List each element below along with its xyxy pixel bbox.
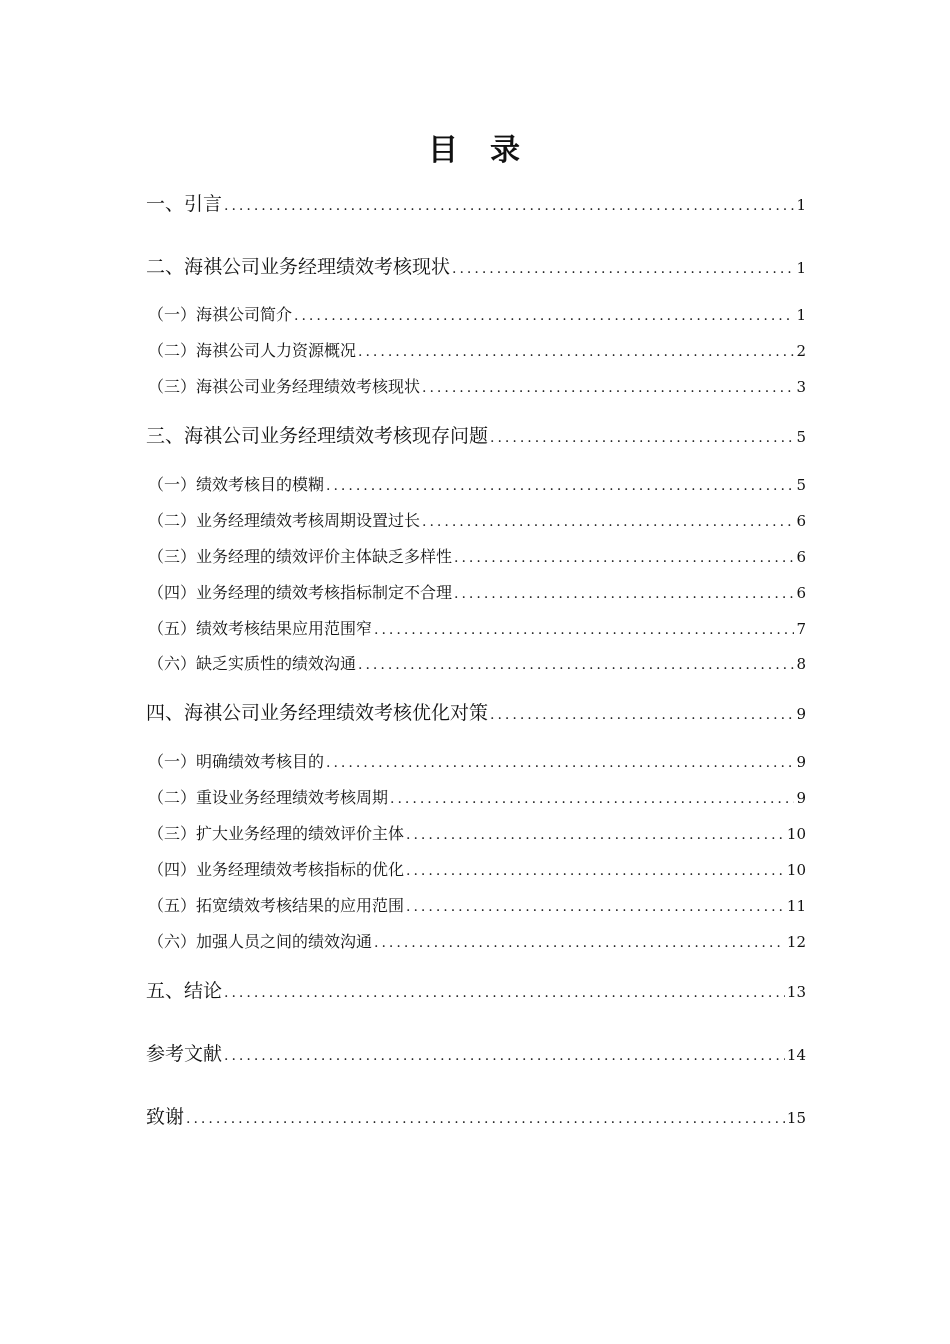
toc-entry-page: 9 — [796, 705, 806, 723]
leader-dots — [454, 550, 794, 566]
toc-entry-label: （一）海祺公司简介 — [148, 305, 293, 324]
toc-entry-page: 8 — [796, 655, 806, 673]
toc-entry-page: 6 — [796, 548, 806, 566]
toc-entry-label: （六）加强人员之间的绩效沟通 — [148, 932, 373, 951]
toc-entry-label: （二）业务经理绩效考核周期设置过长 — [148, 511, 421, 530]
toc-entry-2-2[interactable] — [148, 338, 806, 361]
toc-entry-page: 12 — [786, 933, 806, 951]
toc-entry-label: （一）明确绩效考核目的 — [148, 752, 325, 771]
leader-dots — [454, 586, 794, 602]
toc-entry-page: 3 — [796, 378, 806, 396]
toc-entry-page: 5 — [796, 428, 806, 446]
toc-entry-label: （三）业务经理的绩效评价主体缺乏多样性 — [148, 547, 453, 566]
leader-dots — [452, 261, 794, 277]
toc-entry-label: （二）重设业务经理绩效考核周期 — [148, 788, 389, 807]
leader-dots — [224, 985, 785, 1001]
leader-dots — [186, 1111, 785, 1127]
toc-entry-page: 13 — [786, 983, 806, 1001]
toc-entry-2-1[interactable] — [148, 302, 806, 325]
toc-entry-page: 2 — [796, 342, 806, 360]
toc-entry-page: 6 — [796, 584, 806, 602]
toc-entry-page: 1 — [796, 196, 806, 214]
leader-dots — [406, 899, 785, 915]
toc-entry-3-5[interactable] — [148, 616, 806, 639]
toc-entry-4-2[interactable] — [148, 785, 806, 808]
leader-dots — [326, 755, 794, 771]
toc-entry-page: 9 — [796, 753, 806, 771]
toc-entry-label: （三）海祺公司业务经理绩效考核现状 — [148, 377, 421, 396]
toc-entry-4[interactable] — [146, 698, 806, 725]
toc-entry-3-4[interactable] — [148, 580, 806, 603]
toc-entry-page: 10 — [786, 825, 806, 843]
toc-entry-3[interactable] — [146, 421, 806, 448]
toc-entry-1[interactable] — [146, 189, 806, 216]
toc-entry-3-2[interactable] — [148, 508, 806, 531]
toc-entry-page: 5 — [796, 476, 806, 494]
toc-entry-page: 9 — [796, 789, 806, 807]
toc-entry-page: 15 — [786, 1109, 806, 1127]
toc-entry-4-1[interactable] — [148, 749, 806, 772]
toc-entry-label: （四）业务经理绩效考核指标的优化 — [148, 860, 405, 879]
toc-entry-2-3[interactable] — [148, 374, 806, 397]
toc-entry-2[interactable] — [146, 252, 806, 279]
leader-dots — [224, 198, 794, 214]
toc-entry-page: 7 — [796, 620, 806, 638]
toc-entry-label: （四）业务经理的绩效考核指标制定不合理 — [148, 583, 453, 602]
leader-dots — [326, 478, 794, 494]
toc-entry-3-6[interactable] — [148, 651, 806, 674]
toc-entry-references[interactable] — [146, 1039, 806, 1066]
toc-entry-label: （六）缺乏实质性的绩效沟通 — [148, 654, 357, 673]
toc-entry-page: 1 — [796, 306, 806, 324]
toc-entry-label: 四、海祺公司业务经理绩效考核优化对策 — [146, 702, 489, 724]
toc-entry-page: 14 — [786, 1046, 806, 1064]
toc-entry-label: （五）拓宽绩效考核结果的应用范围 — [148, 896, 405, 915]
leader-dots — [422, 514, 794, 530]
toc-entry-page: 10 — [786, 861, 806, 879]
toc-entry-label: （二）海祺公司人力资源概况 — [148, 341, 357, 360]
leader-dots — [390, 791, 794, 807]
toc-entry-label: （一）绩效考核目的模糊 — [148, 475, 325, 494]
leader-dots — [406, 827, 785, 843]
toc-entry-label: 参考文献 — [146, 1043, 223, 1065]
toc-title-char-1: 目 — [428, 133, 460, 168]
leader-dots — [490, 430, 794, 446]
leader-dots — [358, 657, 794, 673]
leader-dots — [224, 1048, 785, 1064]
toc-entry-page: 6 — [796, 512, 806, 530]
toc-entry-4-5[interactable] — [148, 893, 806, 916]
toc-entry-5[interactable] — [146, 976, 806, 1003]
toc-title — [0, 128, 950, 174]
leader-dots — [374, 935, 785, 951]
leader-dots — [294, 308, 794, 324]
toc-title-char-2: 录 — [490, 133, 522, 168]
leader-dots — [358, 344, 794, 360]
leader-dots — [374, 622, 794, 638]
toc-entry-acknowledgements[interactable] — [146, 1102, 806, 1129]
toc-entry-label: 致谢 — [146, 1106, 185, 1128]
toc-entry-page: 1 — [796, 259, 806, 277]
toc-entry-label: 三、海祺公司业务经理绩效考核现存问题 — [146, 425, 489, 447]
leader-dots — [406, 863, 785, 879]
leader-dots — [490, 707, 794, 723]
toc-entry-label: （五）绩效考核结果应用范围窄 — [148, 619, 373, 638]
toc-entry-page: 11 — [786, 897, 806, 915]
toc-entry-label: （三）扩大业务经理的绩效评价主体 — [148, 824, 405, 843]
toc-entry-label: 二、海祺公司业务经理绩效考核现状 — [146, 256, 451, 278]
toc-entry-4-4[interactable] — [148, 857, 806, 880]
toc-entry-4-3[interactable] — [148, 821, 806, 844]
toc-entry-label: 五、结论 — [146, 980, 223, 1002]
leader-dots — [422, 380, 794, 396]
toc-entry-label: 一、引言 — [146, 193, 223, 215]
toc-entry-4-6[interactable] — [148, 929, 806, 952]
toc-entry-3-1[interactable] — [148, 472, 806, 495]
toc-entry-3-3[interactable] — [148, 544, 806, 567]
